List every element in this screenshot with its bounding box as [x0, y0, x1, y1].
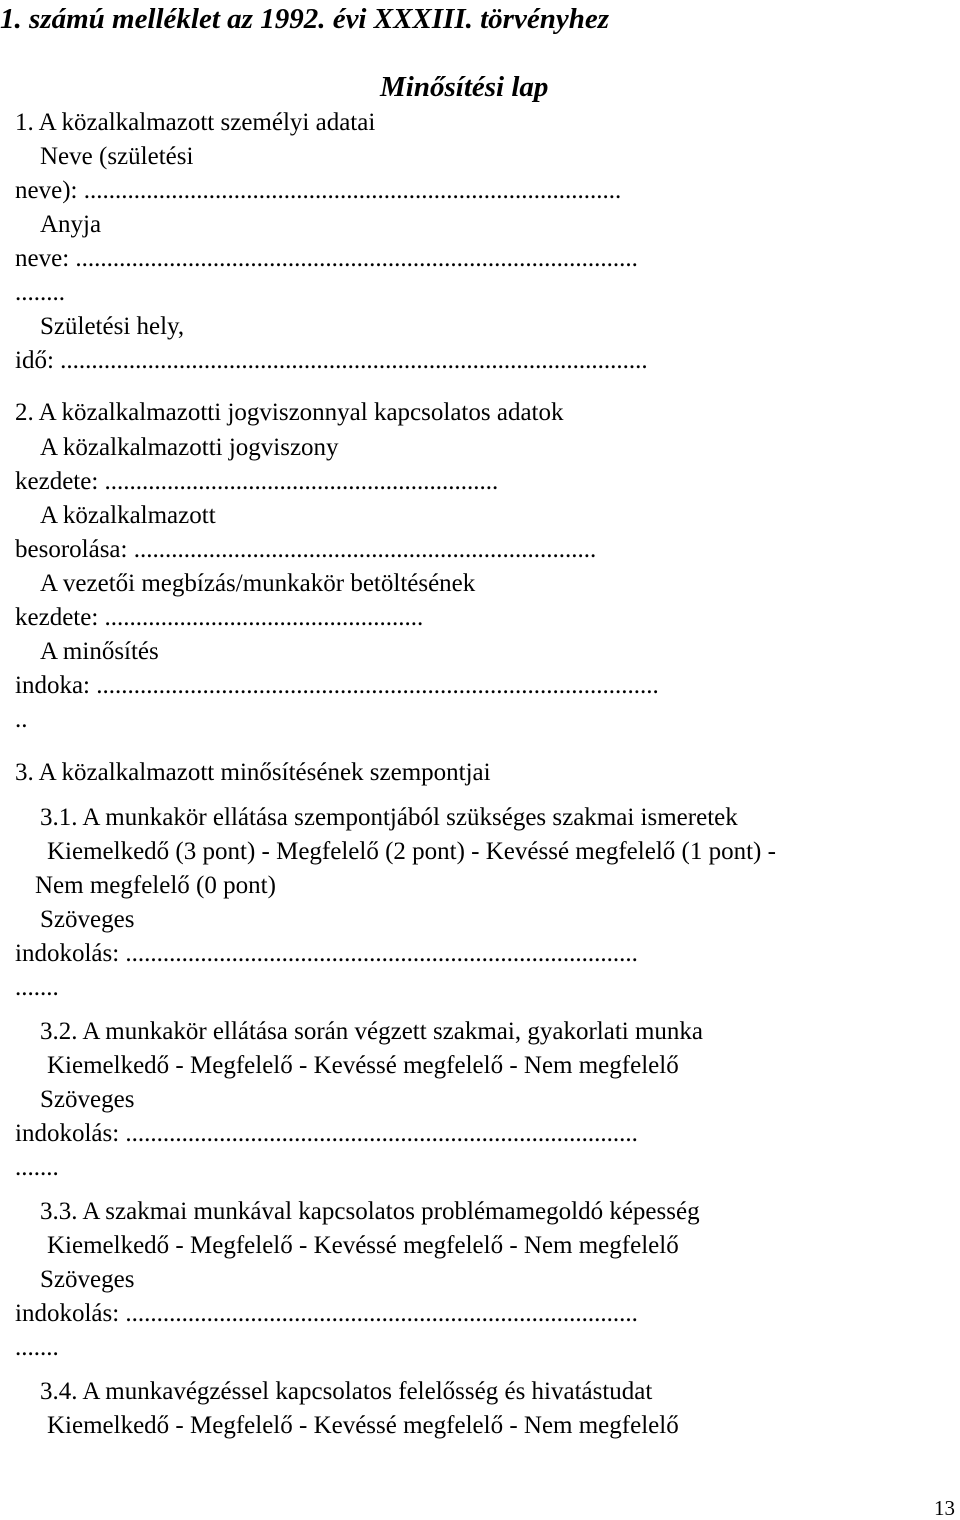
criterion-3-3-scale: Kiemelkedő - Megfelelő - Kevéssé megfelelő - Nem megfelelő — [47, 1232, 679, 1259]
name-label: Neve (születési — [40, 143, 194, 170]
criterion-3-2-text-field-line: indokolás: .................................................................................. — [15, 1120, 638, 1147]
page-number: 13 — [934, 1496, 955, 1520]
section3-title: 3. A közalkalmazott minősítésének szempontjai — [15, 759, 491, 786]
management-start-field-line: kezdete: ................................................... — [15, 604, 424, 631]
classification-field-line: besorolása: .......................................................................... — [15, 536, 597, 563]
criterion-3-3-text-field-line: indokolás: .................................................................................. — [15, 1300, 638, 1327]
annex-title: 1. számú melléklet az 1992. évi XXXIII. törvényhez — [0, 3, 609, 35]
employment-start-label: A közalkalmazotti jogviszony — [40, 434, 339, 461]
birth-field-line: idő: .............................................................................................. — [15, 347, 648, 374]
name-field-line: neve): ...................................................................................... — [15, 177, 622, 204]
criterion-3-2-text-label: Szöveges — [40, 1086, 135, 1113]
management-start-label: A vezetői megbízás/munkakör betöltésének — [40, 570, 476, 597]
criterion-3-2-text-field-continuation: ....... — [15, 1154, 59, 1181]
criterion-3-1-scale-continuation: Nem megfelelő (0 pont) — [35, 872, 276, 899]
birth-label: Születési hely, — [40, 313, 185, 340]
section2-title: 2. A közalkalmazotti jogviszonnyal kapcsolatos adatok — [15, 399, 564, 426]
qualification-reason-field-line: indoka: .......................................................................................... — [15, 672, 659, 699]
criterion-3-3-text-label: Szöveges — [40, 1266, 135, 1293]
criterion-3-2-scale: Kiemelkedő - Megfelelő - Kevéssé megfelelő - Nem megfelelő — [47, 1052, 679, 1079]
criterion-3-1-text-field-line: indokolás: .................................................................................. — [15, 940, 638, 967]
criterion-3-1-title: 3.1. A munkakör ellátása szempontjából szükséges szakmai ismeretek — [40, 804, 738, 831]
classification-label: A közalkalmazott — [40, 502, 216, 529]
criterion-3-2-title: 3.2. A munkakör ellátása során végzett szakmai, gyakorlati munka — [40, 1018, 704, 1045]
section1-title: 1. A közalkalmazott személyi adatai — [15, 109, 376, 136]
criterion-3-1-scale: Kiemelkedő (3 pont) - Megfelelő (2 pont) - Kevéssé megfelelő (1 pont) - — [47, 838, 776, 865]
form-title: Minősítési lap — [380, 71, 549, 103]
qualification-reason-field-continuation: .. — [15, 706, 28, 733]
mother-name-field-continuation: ........ — [15, 279, 65, 306]
criterion-3-1-text-label: Szöveges — [40, 906, 135, 933]
criterion-3-1-text-field-continuation: ....... — [15, 974, 59, 1001]
mother-name-label: Anyja — [40, 211, 102, 238]
criterion-3-4-title: 3.4. A munkavégzéssel kapcsolatos felelősség és hivatástudat — [40, 1378, 653, 1405]
criterion-3-3-title: 3.3. A szakmai munkával kapcsolatos problémamegoldó képesség — [40, 1198, 700, 1225]
employment-start-field-line: kezdete: ............................................................... — [15, 468, 499, 495]
criterion-3-3-text-field-continuation: ....... — [15, 1334, 59, 1361]
mother-name-field-line: neve: .......................................................................................... — [15, 245, 638, 272]
qualification-reason-label: A minősítés — [40, 638, 159, 665]
criterion-3-4-scale: Kiemelkedő - Megfelelő - Kevéssé megfelelő - Nem megfelelő — [47, 1412, 679, 1439]
